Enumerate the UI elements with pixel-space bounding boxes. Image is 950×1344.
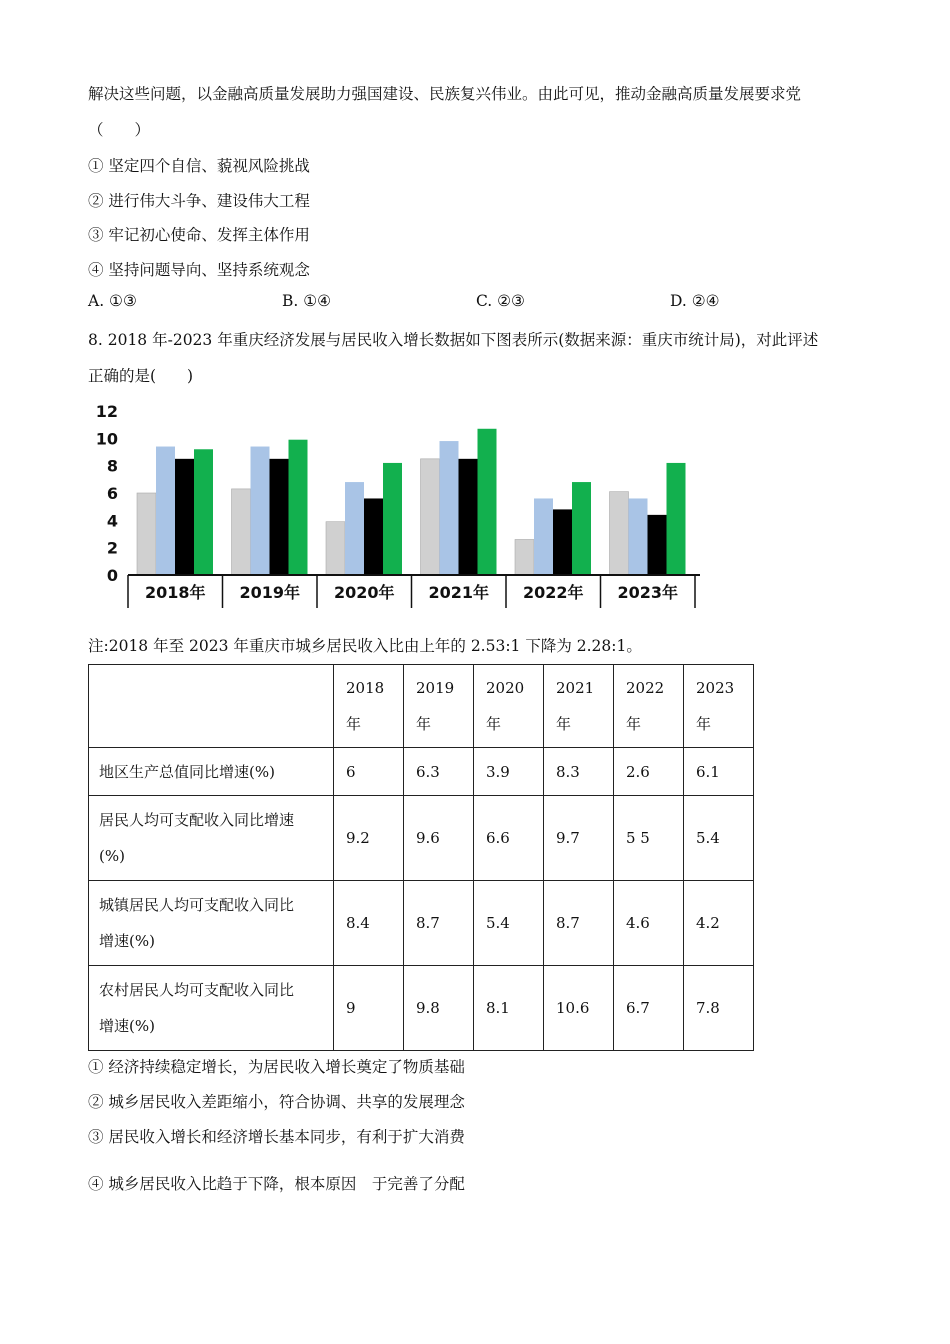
year-header-2023: 2023 年 (684, 665, 754, 748)
bar (326, 522, 345, 575)
bar (175, 459, 194, 575)
bar (194, 449, 213, 575)
table-cell: 9.8 (404, 966, 474, 1051)
table-cell: 8.1 (474, 966, 544, 1051)
table-cell: 5 5 (614, 796, 684, 881)
chart-note: 注:2018 年至 2023 年重庆市城乡居民收入比由上年的 2.53:1 下降为 2.28:1。 (88, 637, 642, 655)
x-tick-label: 2021年 (428, 583, 490, 602)
x-tick-label: 2019年 (239, 583, 301, 602)
intro-line-1: 解决这些问题，以金融高质量发展助力强国建设、民族复兴伟业。由此可见，推动金融高质量发展要求党 (88, 85, 802, 103)
q7-option-c[interactable]: C. ②③ (476, 292, 525, 310)
y-tick-label: 12 (95, 402, 118, 421)
q8-stem-line-2: 正确的是( ) (88, 367, 194, 385)
table-cell: 2.6 (614, 748, 684, 796)
bar (440, 441, 459, 575)
bar (251, 447, 270, 575)
table-cell: 4.2 (684, 881, 754, 966)
bar (667, 463, 686, 575)
table-row (89, 748, 754, 796)
table-row (89, 881, 754, 966)
q7-option-b[interactable]: B. ①④ (282, 292, 332, 310)
q8-stem-line-1: 8. 2018 年-2023 年重庆经济发展与居民收入增长数据如下图表所示(数据来源：重庆市统计局)，对此评述 (88, 331, 819, 349)
year-header-2020: 2020 年 (474, 665, 544, 748)
x-tick-label: 2020年 (333, 583, 395, 602)
table-cell: 9.7 (544, 796, 614, 881)
bar (534, 498, 553, 575)
table-corner-cell (89, 665, 334, 748)
y-tick-label: 0 (106, 566, 118, 585)
bar-chart (88, 396, 708, 614)
year-header-2019: 2019 年 (404, 665, 474, 748)
q7-statement-3: ③ 牢记初心使命、发挥主体作用 (88, 226, 310, 244)
bar (459, 459, 478, 575)
q8-statement-2: ② 城乡居民收入差距缩小，符合协调、共享的发展理念 (88, 1093, 465, 1111)
data-table (88, 664, 754, 1051)
bar (553, 509, 572, 575)
bar (478, 429, 497, 575)
q7-statement-2: ② 进行伟大斗争、建设伟大工程 (88, 192, 310, 210)
row-label: 居民人均可支配收入同比增速 (%) (89, 796, 334, 881)
bar (610, 492, 629, 575)
bar (270, 459, 289, 575)
bar (364, 498, 383, 575)
bar (648, 515, 667, 575)
table-cell: 10.6 (544, 966, 614, 1051)
bar (383, 463, 402, 575)
year-header-2021: 2021 年 (544, 665, 614, 748)
y-tick-label: 4 (106, 511, 118, 531)
q7-option-d[interactable]: D. ②④ (670, 292, 720, 310)
x-tick-label: 2018年 (144, 583, 206, 602)
table-cell: 7.8 (684, 966, 754, 1051)
table-cell: 6.6 (474, 796, 544, 881)
q7-option-a[interactable]: A. ①③ (88, 292, 137, 310)
row-label: 城镇居民人均可支配收入同比 增速(%) (89, 881, 334, 966)
table-cell: 8.7 (404, 881, 474, 966)
q7-statement-4: ④ 坚持问题导向、坚持系统观念 (88, 261, 310, 279)
q7-statement-1: ① 坚定四个自信、藐视风险挑战 (88, 157, 310, 175)
table-cell: 8.4 (334, 881, 404, 966)
table-cell: 8.3 (544, 748, 614, 796)
bar (421, 459, 440, 575)
table-cell: 9.6 (404, 796, 474, 881)
row-label: 农村居民人均可支配收入同比 增速(%) (89, 966, 334, 1051)
table-cell: 3.9 (474, 748, 544, 796)
bar (156, 447, 175, 575)
table-cell: 9.2 (334, 796, 404, 881)
x-tick-label: 2023年 (617, 583, 679, 602)
table-cell: 9 (334, 966, 404, 1051)
bar (572, 482, 591, 575)
table-row (89, 966, 754, 1051)
table-cell: 4.6 (614, 881, 684, 966)
y-tick-label: 6 (106, 484, 118, 503)
table-cell: 5.4 (684, 796, 754, 881)
bar (515, 539, 534, 575)
table-cell: 6 (334, 748, 404, 796)
table-cell: 8.7 (544, 881, 614, 966)
bar (629, 498, 648, 575)
q8-statement-4: ④ 城乡居民收入比趋于下降，根本原因 于完善了分配 (88, 1175, 465, 1193)
table-header-row (89, 665, 754, 748)
row-label: 地区生产总值同比增速(%) (89, 748, 334, 796)
table-cell: 6.1 (684, 748, 754, 796)
bar (232, 489, 251, 575)
q8-statement-1: ① 经济持续稳定增长，为居民收入增长奠定了物质基础 (88, 1058, 465, 1076)
year-header-2022: 2022 年 (614, 665, 684, 748)
y-tick-label: 2 (106, 538, 118, 558)
intro-line-2: （ ） (88, 121, 151, 139)
table-cell: 6.3 (404, 748, 474, 796)
table-cell: 5.4 (474, 881, 544, 966)
bar (137, 493, 156, 575)
bar (345, 482, 364, 575)
bar (289, 440, 308, 575)
table-cell: 6.7 (614, 966, 684, 1051)
x-tick-label: 2022年 (522, 583, 584, 602)
q8-statement-3: ③ 居民收入增长和经济增长基本同步，有利于扩大消费 (88, 1128, 465, 1146)
year-header-2018: 2018 年 (334, 665, 404, 748)
y-tick-label: 10 (95, 429, 118, 449)
y-tick-label: 8 (106, 456, 118, 476)
table-row (89, 796, 754, 881)
